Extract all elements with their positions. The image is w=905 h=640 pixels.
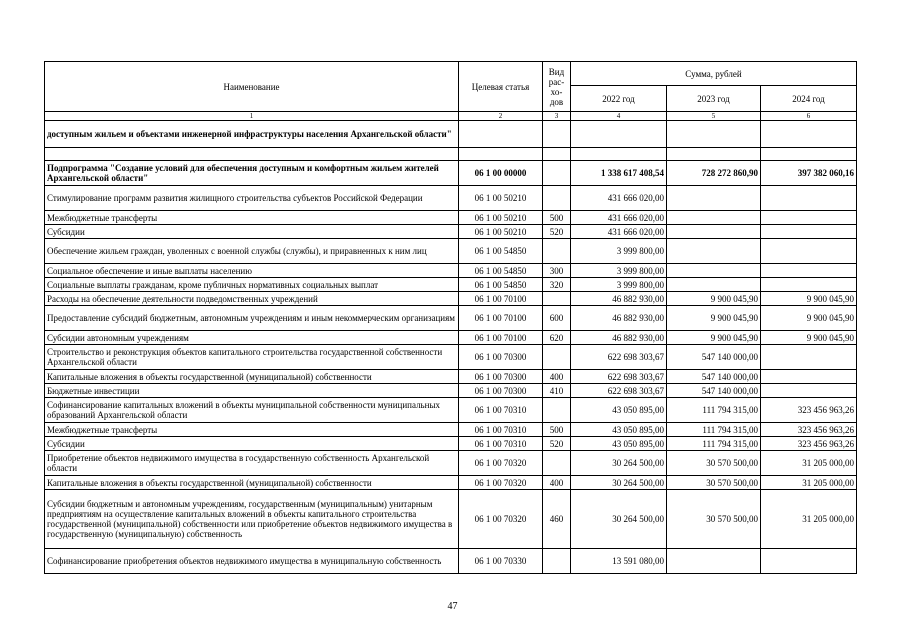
row-amount-2023-cell: 547 140 000,00 xyxy=(667,370,761,384)
row-name-cell: Предоставление субсидий бюджетным, автономным учреждениям и иным некоммерческим организациям xyxy=(45,306,459,331)
row-expense-kind-cell: 500 xyxy=(543,211,571,225)
row-expense-kind-cell xyxy=(543,161,571,186)
row-name-cell: Бюджетные инвестиции xyxy=(45,384,459,398)
row-expense-kind-cell xyxy=(543,239,571,264)
row-amount-2024-cell: 323 456 963,26 xyxy=(761,423,857,437)
header-name: Наименование xyxy=(45,62,459,112)
row-amount-2024-cell: 31 205 000,00 xyxy=(761,476,857,490)
row-name-cell: Социальные выплаты гражданам, кроме публичных нормативных социальных выплат xyxy=(45,278,459,292)
row-target-article-cell: 06 1 00 70310 xyxy=(459,437,543,451)
row-amount-2022-cell: 43 050 895,00 xyxy=(571,398,667,423)
row-amount-2022-cell xyxy=(571,121,667,148)
row-name-cell: Межбюджетные трансферты xyxy=(45,211,459,225)
table-row xyxy=(45,148,857,161)
row-name-cell: Расходы на обеспечение деятельности подведомственных учреждений xyxy=(45,292,459,306)
table-row xyxy=(45,161,857,186)
row-amount-2022-cell: 46 882 930,00 xyxy=(571,306,667,331)
table-row xyxy=(45,370,857,384)
row-amount-2022-cell: 3 999 800,00 xyxy=(571,278,667,292)
row-amount-2024-cell: 9 900 045,90 xyxy=(761,306,857,331)
row-name-cell: Капитальные вложения в объекты государственной (муниципальной) собственности xyxy=(45,370,459,384)
header-target-article: Целевая статья xyxy=(459,62,543,112)
header-expense-kind: Вид рас-хо-дов xyxy=(543,62,571,112)
row-amount-2024-cell xyxy=(761,148,857,161)
row-expense-kind-cell: 400 xyxy=(543,370,571,384)
row-amount-2022-cell xyxy=(571,148,667,161)
row-amount-2023-cell xyxy=(667,121,761,148)
row-amount-2024-cell: 31 205 000,00 xyxy=(761,490,857,549)
row-target-article-cell: 06 1 00 50210 xyxy=(459,225,543,239)
row-amount-2023-cell xyxy=(667,225,761,239)
column-number: 5 xyxy=(667,112,761,121)
row-amount-2023-cell: 547 140 000,00 xyxy=(667,384,761,398)
row-amount-2024-cell: 31 205 000,00 xyxy=(761,451,857,476)
row-amount-2023-cell: 9 900 045,90 xyxy=(667,306,761,331)
row-amount-2022-cell: 431 666 020,00 xyxy=(571,211,667,225)
row-target-article-cell: 06 1 00 50210 xyxy=(459,211,543,225)
row-amount-2022-cell: 3 999 800,00 xyxy=(571,239,667,264)
table-row xyxy=(45,451,857,476)
row-expense-kind-cell: 620 xyxy=(543,331,571,345)
row-expense-kind-cell: 520 xyxy=(543,225,571,239)
row-amount-2023-cell: 9 900 045,90 xyxy=(667,292,761,306)
row-target-article-cell: 06 1 00 70300 xyxy=(459,345,543,370)
row-amount-2024-cell: 323 456 963,26 xyxy=(761,437,857,451)
row-name-cell: Стимулирование программ развития жилищного строительства субъектов Российской Федерации xyxy=(45,186,459,211)
row-target-article-cell: 06 1 00 54850 xyxy=(459,239,543,264)
table-row xyxy=(45,264,857,278)
row-expense-kind-cell: 300 xyxy=(543,264,571,278)
row-amount-2024-cell xyxy=(761,211,857,225)
row-expense-kind-cell: 600 xyxy=(543,306,571,331)
row-amount-2024-cell: 9 900 045,90 xyxy=(761,292,857,306)
row-target-article-cell: 06 1 00 70310 xyxy=(459,398,543,423)
row-amount-2022-cell: 43 050 895,00 xyxy=(571,437,667,451)
row-amount-2024-cell xyxy=(761,278,857,292)
row-amount-2024-cell xyxy=(761,345,857,370)
row-name-cell: Софинансирование приобретения объектов недвижимого имущества в муниципальную собственность xyxy=(45,549,459,574)
row-name-cell: Капитальные вложения в объекты государственной (муниципальной) собственности xyxy=(45,476,459,490)
table-row xyxy=(45,211,857,225)
row-name-cell: Строительство и реконструкция объектов капитального строительства государственной собственности Архангельской области xyxy=(45,345,459,370)
table-row xyxy=(45,398,857,423)
row-target-article-cell: 06 1 00 70100 xyxy=(459,292,543,306)
row-amount-2022-cell: 46 882 930,00 xyxy=(571,331,667,345)
table-row xyxy=(45,423,857,437)
row-name-cell: Межбюджетные трансферты xyxy=(45,423,459,437)
row-amount-2023-cell: 728 272 860,90 xyxy=(667,161,761,186)
table-row xyxy=(45,121,857,148)
row-amount-2022-cell: 30 264 500,00 xyxy=(571,451,667,476)
row-expense-kind-cell: 320 xyxy=(543,278,571,292)
column-number: 3 xyxy=(543,112,571,121)
row-name-cell: Социальное обеспечение и иные выплаты населению xyxy=(45,264,459,278)
row-target-article-cell: 06 1 00 70320 xyxy=(459,490,543,549)
row-amount-2023-cell xyxy=(667,239,761,264)
table-row xyxy=(45,225,857,239)
row-expense-kind-cell: 500 xyxy=(543,423,571,437)
row-amount-2022-cell: 13 591 080,00 xyxy=(571,549,667,574)
table-body xyxy=(45,121,857,574)
row-amount-2022-cell: 43 050 895,00 xyxy=(571,423,667,437)
row-expense-kind-cell xyxy=(543,186,571,211)
row-amount-2024-cell xyxy=(761,370,857,384)
row-amount-2022-cell: 622 698 303,67 xyxy=(571,370,667,384)
row-amount-2023-cell xyxy=(667,211,761,225)
header-year-2022: 2022 год xyxy=(571,86,667,112)
header-year-2024: 2024 год xyxy=(761,86,857,112)
row-amount-2022-cell: 30 264 500,00 xyxy=(571,490,667,549)
row-amount-2023-cell xyxy=(667,186,761,211)
row-expense-kind-cell xyxy=(543,292,571,306)
row-name-cell: Субсидии бюджетным и автономным учреждениям, государственным (муниципальным) унитарным предприятиям на осуществление капитальных вложений в объекты капитального строительства государственной (муниципальной) собственности или приобретение объектов недвижимого имущества в государственную (муниципальную) собственность xyxy=(45,490,459,549)
row-expense-kind-cell xyxy=(543,398,571,423)
row-amount-2023-cell: 111 794 315,00 xyxy=(667,398,761,423)
row-amount-2022-cell: 30 264 500,00 xyxy=(571,476,667,490)
row-amount-2024-cell xyxy=(761,121,857,148)
row-amount-2023-cell: 30 570 500,00 xyxy=(667,490,761,549)
row-amount-2022-cell: 622 698 303,67 xyxy=(571,345,667,370)
row-target-article-cell: 06 1 00 70100 xyxy=(459,306,543,331)
row-expense-kind-cell: 460 xyxy=(543,490,571,549)
page-number: 47 xyxy=(447,601,458,612)
row-amount-2022-cell: 3 999 800,00 xyxy=(571,264,667,278)
row-target-article-cell xyxy=(459,148,543,161)
row-amount-2024-cell xyxy=(761,186,857,211)
row-amount-2022-cell: 46 882 930,00 xyxy=(571,292,667,306)
table-row xyxy=(45,437,857,451)
row-target-article-cell: 06 1 00 00000 xyxy=(459,161,543,186)
column-number: 6 xyxy=(761,112,857,121)
row-target-article-cell: 06 1 00 70320 xyxy=(459,451,543,476)
column-number: 2 xyxy=(459,112,543,121)
column-numbers-row xyxy=(45,112,857,121)
row-amount-2023-cell: 30 570 500,00 xyxy=(667,451,761,476)
row-amount-2024-cell xyxy=(761,239,857,264)
row-amount-2023-cell: 111 794 315,00 xyxy=(667,423,761,437)
row-amount-2023-cell: 111 794 315,00 xyxy=(667,437,761,451)
row-amount-2024-cell xyxy=(761,225,857,239)
table-row xyxy=(45,490,857,549)
row-target-article-cell: 06 1 00 54850 xyxy=(459,264,543,278)
row-amount-2024-cell xyxy=(761,264,857,278)
row-expense-kind-cell xyxy=(543,549,571,574)
table-row xyxy=(45,476,857,490)
table-row xyxy=(45,331,857,345)
row-amount-2024-cell: 323 456 963,26 xyxy=(761,398,857,423)
table-row xyxy=(45,384,857,398)
row-expense-kind-cell xyxy=(543,451,571,476)
row-target-article-cell: 06 1 00 70320 xyxy=(459,476,543,490)
row-target-article-cell: 06 1 00 50210 xyxy=(459,186,543,211)
row-name-cell: Субсидии автономным учреждениям xyxy=(45,331,459,345)
budget-table xyxy=(44,61,857,574)
row-amount-2023-cell: 9 900 045,90 xyxy=(667,331,761,345)
row-amount-2023-cell: 30 570 500,00 xyxy=(667,476,761,490)
row-target-article-cell xyxy=(459,121,543,148)
row-name-cell xyxy=(45,148,459,161)
table-row xyxy=(45,239,857,264)
row-amount-2023-cell: 547 140 000,00 xyxy=(667,345,761,370)
row-amount-2024-cell xyxy=(761,384,857,398)
column-number: 4 xyxy=(571,112,667,121)
row-target-article-cell: 06 1 00 70330 xyxy=(459,549,543,574)
row-name-cell: доступным жильем и объектами инженерной инфраструктуры населения Архангельской области" xyxy=(45,121,459,148)
row-expense-kind-cell: 400 xyxy=(543,476,571,490)
row-name-cell: Софинансирование капитальных вложений в объекты муниципальной собственности муниципальных образований Архангельской области xyxy=(45,398,459,423)
row-amount-2022-cell: 431 666 020,00 xyxy=(571,225,667,239)
row-target-article-cell: 06 1 00 54850 xyxy=(459,278,543,292)
row-expense-kind-cell: 410 xyxy=(543,384,571,398)
row-target-article-cell: 06 1 00 70300 xyxy=(459,370,543,384)
row-target-article-cell: 06 1 00 70100 xyxy=(459,331,543,345)
row-expense-kind-cell xyxy=(543,345,571,370)
header-year-2023: 2023 год xyxy=(667,86,761,112)
table-row xyxy=(45,292,857,306)
column-number: 1 xyxy=(45,112,459,121)
row-amount-2024-cell xyxy=(761,549,857,574)
header-sum: Сумма, рублей xyxy=(571,62,857,86)
row-amount-2023-cell xyxy=(667,549,761,574)
table-row xyxy=(45,186,857,211)
row-target-article-cell: 06 1 00 70300 xyxy=(459,384,543,398)
row-name-cell: Обеспечение жильем граждан, уволенных с военной службы (службы), и приравненных к ним лиц xyxy=(45,239,459,264)
row-name-cell: Приобретение объектов недвижимого имущества в государственную собственность Архангельской области xyxy=(45,451,459,476)
row-name-cell: Субсидии xyxy=(45,437,459,451)
row-amount-2024-cell: 9 900 045,90 xyxy=(761,331,857,345)
row-name-cell: Субсидии xyxy=(45,225,459,239)
row-expense-kind-cell: 520 xyxy=(543,437,571,451)
row-amount-2023-cell xyxy=(667,264,761,278)
row-amount-2022-cell: 431 666 020,00 xyxy=(571,186,667,211)
row-amount-2022-cell: 1 338 617 408,54 xyxy=(571,161,667,186)
table-row xyxy=(45,345,857,370)
row-amount-2024-cell: 397 382 060,16 xyxy=(761,161,857,186)
row-amount-2022-cell: 622 698 303,67 xyxy=(571,384,667,398)
row-name-cell: Подпрограмма "Создание условий для обеспечения доступным и комфортным жильем жителей Архангельской области" xyxy=(45,161,459,186)
row-amount-2023-cell xyxy=(667,278,761,292)
table-row xyxy=(45,306,857,331)
table-row xyxy=(45,278,857,292)
row-expense-kind-cell xyxy=(543,148,571,161)
row-target-article-cell: 06 1 00 70310 xyxy=(459,423,543,437)
table-row xyxy=(45,549,857,574)
row-amount-2023-cell xyxy=(667,148,761,161)
row-expense-kind-cell xyxy=(543,121,571,148)
